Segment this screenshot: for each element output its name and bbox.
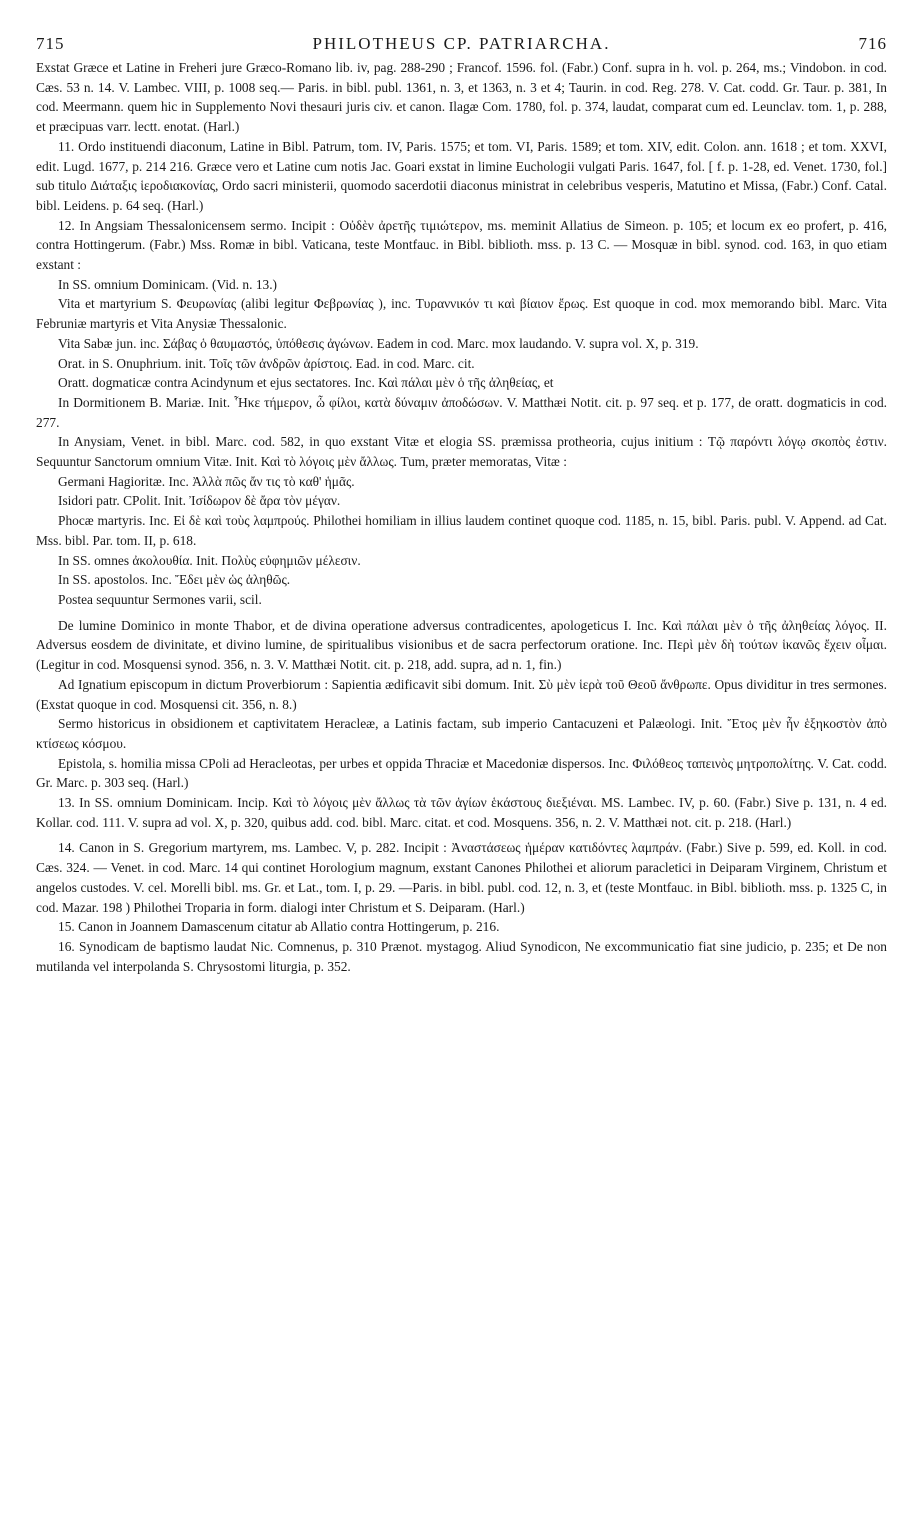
running-header [36, 34, 887, 54]
sub-item-vita-sabae: Vita Sabæ jun. inc. Σάβας ὁ θαυμαστός, ὑπόθεσις ἀγώνων. Eadem in cod. Marc. mox laudando. V. supra vol. X, p. 319. [58, 335, 699, 351]
entry-14: 14. Canon in S. Gregorium martyrem, ms. Lambec. V, p. 282. Incipit : Ἀναστάσεως ἡμέραν κατιδόντες λαμπράν. (Fabr.) Sive p. 599, ed. Koll. in cod. Cæs. 324. — Venet. in cod. Marc. 14 qui continet Horologium magnum, exstant Canones Philothei et aliorum paracletici in Deiparam Virginem, Christum et angelos custodes. V. cel. Morelli bibl. ms. Gr. et Lat., tom. I, p. 29. —Paris. in bibl. publ. cod. 12, n. 3, et (teste Montfauc. in Bibl. biblioth. mss. p. 1325 C, in cod. Mazar. 198 ) Philothei Troparia in form. dialogi inter Christum et S. Deiparam. (Harl.) [36, 840, 887, 915]
sub-item-ad-ignatium: Ad Ignatium episcopum in dictum Proverbiorum : Sapientia ædificavit sibi domum. Init. Σὺ μὲν ἱερὰ τοῦ Θεοῦ ἄνθρωπε. Opus dividitur in tres sermones. (Exstat quoque in cod. Mosquensi cit. 356, n. 8.) [36, 676, 887, 712]
sub-item-vita-febroniae: Vita et martyrium S. Φευρωνίας (alibi legitur Φεβρωνίας ), inc. Τυραννικόν τι καὶ βίαιον ἔρως. Est quoque in cod. mox memorando bibl. Marc. Vita Februniæ martyris et Vita Anysiæ Thessalonic. [36, 296, 887, 332]
sub-item-isidori: Isidori patr. CPolit. Init. Ἰσίδωρον δὲ ἄρα τὸν μέγαν. [58, 493, 341, 509]
running-title: PHILOTHEUS CP. PATRIARCHA. [312, 34, 611, 53]
sub-item-apostolos: In SS. apostolos. Inc. Ἔδει μὲν ὡς ἀληθῶς. [58, 572, 291, 588]
page-number-right: 716 [858, 34, 887, 53]
entry-13: 13. In SS. omnium Dominicam. Incip. Καὶ τὸ λόγοις μὲν ἄλλως τὰ τῶν ἁγίων ἑκάστους διεξιέναι. MS. Lambec. IV, p. 60. (Fabr.) Sive p. 131, n. 4 ed. Kollar. cod. 111. V. supra ad vol. X, p. 320, quibus add. cod. bibl. Marc. citat. et cod. Mosquens. 356, n. 2. V. Matthæi not. cit. p. 218. (Harl.) [36, 795, 887, 830]
page-number-left: 715 [36, 34, 65, 53]
entry-16: 16. Synodicam de baptismo laudat Nic. Comnenus, p. 310 Prænot. mystagog. Aliud Synodicon, Ne excommunicatio fiat sine judicio, p. 235; et De non mutilanda vel interpolanda S. Chrysostomi liturgia, p. 352. [36, 938, 887, 974]
sub-item-onuphrium: Orat. in S. Onuphrium. init. Τοῖς τῶν ἀνδρῶν ἀρίστοις. Ead. in cod. Marc. cit. [58, 355, 475, 371]
sub-item-omnes: In SS. omnes ἀκολουθία. Init. Πολὺς εὐφημιῶν μέλεσιν. [58, 552, 361, 568]
entry-12: 12. In Angsiam Thessalonicensem sermo. Incipit : Οὐδὲν ἀρετῆς τιμιώτερον, ms. meminit Allatius de Simeon. p. 105; et locum ex eo profert, p. 416, contra Hottingerum. (Fabr.) Mss. Romæ in bibl. Vaticana, teste Montfauc. in Bibl. biblioth. mss. p. 13 C. — Mosquæ in bibl. synod. cod. 163, in quo etiam exstant : [36, 217, 887, 273]
sub-item-dormitionem: In Dormitionem B. Mariæ. Init. Ἧκε τήμερον, ὦ φίλοι, κατὰ δύναμιν ἀποδώσων. V. Matthæi Notit. cit. p. 97 seq. et p. 177, de oratt. dogmaticis in cod. 277. [36, 394, 887, 430]
sub-item-sermo-historicus: Sermo historicus in obsidionem et captivitatem Heracleæ, a Latinis factam, sub imperio Cantacuzeni et Palæologi. Init. Ἔτος μὲν ἦν ἑξηκοστὸν ἀπὸ κτίσεως κόσμου. [36, 716, 887, 751]
sub-item-phocae: Phocæ martyris. Inc. Εἰ δὲ καὶ τοὺς λαμπρούς. Philothei homiliam in illius laudem continet quoque cod. 1185, n. 15, bibl. Paris. publ. V. Append. ad Cat. Mss. bibl. Par. tom. II, p. 618. [36, 513, 887, 548]
entry-15: 15. Canon in Joannem Damascenum citatur ab Allatio contra Hottingerum, p. 216. [58, 919, 500, 935]
sub-item-acindynum: Oratt. dogmaticæ contra Acindynum et ejus sectatores. Inc. Καὶ πάλαι μὲν ὁ τῆς ἀληθείας, et [58, 375, 554, 391]
sub-item-germani: Germani Hagioritæ. Inc. Ἀλλὰ πῶς ἄν τις τὸ καθ' ἡμᾶς. [58, 473, 355, 489]
sub-item-epistola: Epistola, s. homilia missa CPoli ad Heracleotas, per urbes et oppida Thraciæ et Macedoniæ dispersos. Inc. Φιλόθεος ταπεινὸς μητροπολίτης. V. Cat. codd. Gr. Marc. p. 303 seq. (Harl.) [36, 755, 887, 791]
sub-item-anysiam: In Anysiam, Venet. in bibl. Marc. cod. 582, in quo exstant Vitæ et elogia SS. præmissa protheoria, cujus initium : Τῷ παρόντι λόγῳ σκοπὸς ἐστιν. Sequuntur Sanctorum omnium Vitæ. Init. Καὶ τὸ λόγοις μὲν ἄλλως. Tum, præter memoratas, Vitæ : [36, 434, 887, 470]
sub-item-postea: Postea sequuntur Sermones varii, scil. [58, 591, 262, 607]
sub-item-de-lumine: De lumine Dominico in monte Thabor, et de divina operatione adversus contradicentes, apologeticus I. Inc. Καὶ πάλαι μὲν ὁ τῆς ἀληθείας λόγος. II. Adversus eosdem de divinitate, et divino lumine, de spiritualibus visionibus et de sacra perfectorum oratione. Inc. Περὶ μὲν δὴ τούτων ἱκανῶς ἔχειν οἶμαι. (Legitur in cod. Mosquensi synod. 356, n. 3. V. Matthæi Notit. cit. p. 218, add. supra, ad n. 1, fin.) [36, 617, 887, 673]
sub-item-omnium-dominicam: In SS. omnium Dominicam. (Vid. n. 13.) [58, 276, 278, 292]
paragraph-continuation: Exstat Græce et Latine in Freheri jure Græco-Romano lib. iv, pag. 288-290 ; Francof. 1596. fol. (Fabr.) Conf. supra in h. vol. p. 264, ms.; Vindobon. in cod. Cæs. 53 n. 14. V. Lambec. VIII, p. 1008 seq.— Paris. in bibl. publ. 1361, n. 3, et 1363, n. 3 et 4; Taurin. in cod. Reg. 278. V. Cat. codd. Gr. Taur. p. 381, In cod. Meermann. quem hic in Supplemento Novi thesauri juris civ. et canon. Ilagæ Com. 1780, fol. p. 374, laudat, comparat cum ed. Leunclav. tom. 1, p. 288, et præcipuas varr. lectt. enotat. (Harl.) [36, 60, 887, 135]
entry-11: 11. Ordo instituendi diaconum, Latine in Bibl. Patrum, tom. IV, Paris. 1575; et tom. VI, Paris. 1589; et tom. XIV, edit. Colon. ann. 1618 ; et tom. XXVI, edit. Lugd. 1677, p. 214 216. Græce vero et Latine cum notis Jac. Goari exstat in limine Euchologii vulgati Paris. 1647, fol. [ f. p. 1-28, ed. Venet. 1730, fol.] sub titulo Διάταξις ἱεροδιακονίας, Ordo sacri ministerii, quomodo sacerdotii diaconus ministrat in celebribus vesperis, Matutino et Missa, (Fabr.) Conf. Catal. bibl. Leidens. p. 64 seq. (Harl.) [36, 138, 887, 213]
